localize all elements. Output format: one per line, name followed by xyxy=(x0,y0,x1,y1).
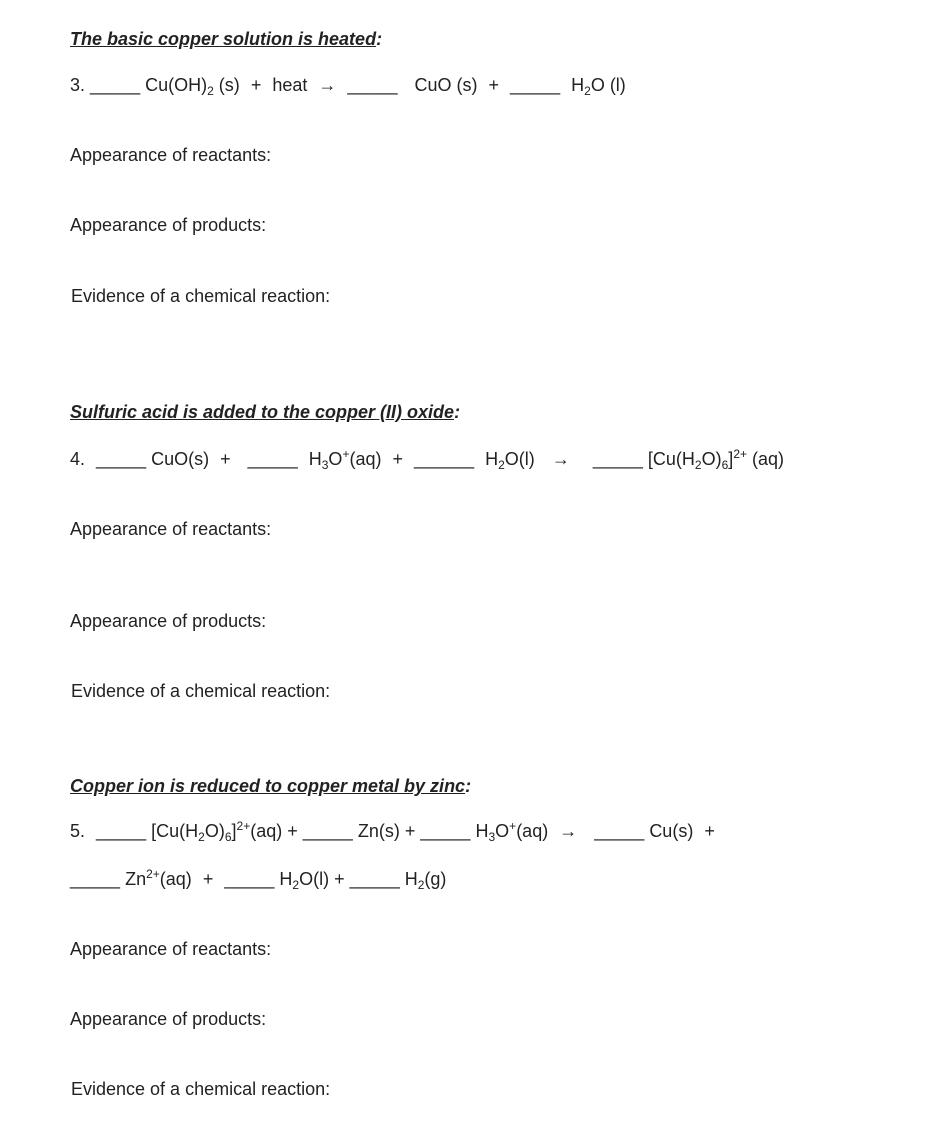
equation-3-number: 3. xyxy=(70,75,86,95)
section-4-heading xyxy=(70,401,460,423)
reaction-arrow: → xyxy=(559,821,578,841)
section-3-heading-text: The basic copper solution is heated xyxy=(70,29,377,49)
equation-5-product-water: $H_2O(l)$ xyxy=(279,869,330,892)
coefficient-blank: _____ xyxy=(420,821,471,841)
coefficient-blank: _____ xyxy=(347,75,398,95)
equation-5-reactant-copper-aqua-complex: $[Cu(H_2O)_6]^{2+}(aq)$ xyxy=(151,819,283,844)
equation-4-reactant-copper-oxide: CuO(s) xyxy=(151,449,210,469)
equation-5-product-hydrogen: $H_2(g)$ xyxy=(404,869,447,892)
equation-5-product-zinc-ion: $Zn^{2+}(aq)$ xyxy=(125,867,192,889)
coefficient-blank: _____ xyxy=(70,869,121,889)
coefficient-blank: _____ xyxy=(90,75,141,95)
section-4-reactants-label: Appearance of reactants: xyxy=(70,519,272,539)
coefficient-blank: ______ xyxy=(414,449,475,469)
plus-sign: + xyxy=(488,75,500,95)
section-5-evidence-label: Evidence of a chemical reaction: xyxy=(71,1079,331,1099)
equation-5-reactant-zinc: Zn(s) xyxy=(357,821,400,841)
reaction-arrow: → xyxy=(318,75,337,95)
equation-3-product-copper-oxide: CuO (s) xyxy=(414,75,478,95)
section-3-evidence-label: Evidence of a chemical reaction: xyxy=(71,286,331,306)
plus-sign: + xyxy=(250,75,262,95)
equation-4 xyxy=(70,448,784,470)
plus-sign: + xyxy=(287,821,298,841)
plus-sign: + xyxy=(704,821,715,841)
section-5-products-label: Appearance of products: xyxy=(70,1009,267,1029)
coefficient-blank: _____ xyxy=(349,869,400,889)
equation-3 xyxy=(70,74,626,96)
equation-3-product-water: $H_2O$ (l) xyxy=(571,75,626,98)
coefficient-blank: _____ xyxy=(96,821,147,841)
section-5-heading-text: Copper ion is reduced to copper metal by zinc xyxy=(70,776,466,796)
coefficient-blank: _____ xyxy=(96,449,147,469)
section-5-reactants-label: Appearance of reactants: xyxy=(70,939,272,959)
equation-3-heat: heat xyxy=(272,75,308,95)
plus-sign: + xyxy=(334,869,345,889)
equation-3-reactant-copper-hydroxide: $Cu(OH)_2$ (s) xyxy=(145,75,240,98)
section-4-evidence-label: Evidence of a chemical reaction: xyxy=(71,681,331,701)
section-4-heading-text: Sulfuric acid is added to the copper (II) oxide xyxy=(70,402,455,422)
reaction-arrow: → xyxy=(551,449,570,469)
section-5-heading xyxy=(70,775,471,797)
section-4-products-label: Appearance of products: xyxy=(70,611,267,631)
coefficient-blank: _____ xyxy=(224,869,275,889)
plus-sign: + xyxy=(202,869,214,889)
plus-sign: + xyxy=(220,449,231,469)
coefficient-blank: _____ xyxy=(302,821,353,841)
equation-4-reactant-water: $H_2O(l)$ xyxy=(485,449,535,472)
equation-4-reactant-hydronium: $H_3O^+(aq)$ xyxy=(308,447,382,472)
section-3-products-label: Appearance of products: xyxy=(70,215,267,235)
coefficient-blank: _____ xyxy=(592,449,643,469)
equation-4-number: 4. xyxy=(70,449,86,469)
equation-5-line-1 xyxy=(70,820,715,842)
plus-sign: + xyxy=(392,449,403,469)
equation-5-number: 5. xyxy=(70,821,86,841)
equation-5-reactant-hydronium: $H_3O^+(aq)$ xyxy=(475,819,549,844)
section-3-heading xyxy=(70,28,382,50)
section-5-heading-colon: : xyxy=(465,776,472,796)
plus-sign: + xyxy=(404,821,416,841)
section-4-heading-colon: : xyxy=(454,402,461,422)
equation-4-product-copper-aqua-complex: $[Cu(H_2O)_6]^{2+}$ (aq) xyxy=(647,447,785,472)
coefficient-blank: _____ xyxy=(594,821,645,841)
equation-5-product-copper: Cu(s) xyxy=(649,821,694,841)
section-3-reactants-label: Appearance of reactants: xyxy=(70,145,272,165)
equation-5-line-2 xyxy=(70,868,446,890)
coefficient-blank: _____ xyxy=(247,449,298,469)
section-3-heading-colon: : xyxy=(376,29,383,49)
coefficient-blank: _____ xyxy=(510,75,561,95)
